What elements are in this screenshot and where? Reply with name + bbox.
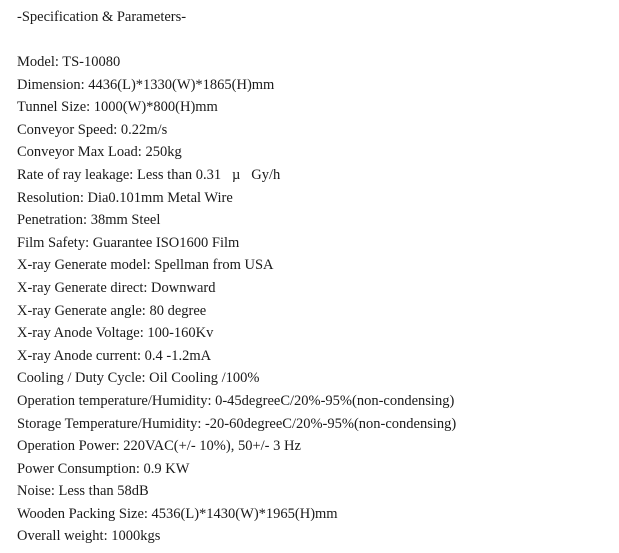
spec-power-consumption: Power Consumption: 0.9 KW bbox=[17, 460, 190, 477]
spec-conveyor-speed: Conveyor Speed: 0.22m/s bbox=[17, 121, 168, 138]
spec-model: Model: TS-10080 bbox=[17, 54, 121, 70]
spec-overall-weight: Overall weight: 1000kgs bbox=[17, 528, 161, 545]
spec-resolution: Resolution: Dia0.101mm Metal Wire bbox=[17, 189, 233, 206]
spec-xray-generate-angle: X-ray Generate angle: 80 degree bbox=[17, 302, 207, 319]
spec-xray-generate-model: X-ray Generate model: Spellman from USA bbox=[17, 257, 274, 274]
spec-penetration: Penetration: 38mm Steel bbox=[17, 212, 161, 229]
spec-xray-anode-voltage: X-ray Anode Voltage: 100-160Kv bbox=[17, 325, 214, 342]
spec-storage-temperature: Storage Temperature/Humidity: -20-60degreeC/20%-95%(non-condensing) bbox=[17, 415, 457, 432]
spec-film-safety: Film Safety: Guarantee ISO1600 Film bbox=[17, 234, 240, 251]
spec-cooling-duty-cycle: Cooling / Duty Cycle: Oil Cooling /100% bbox=[17, 370, 260, 387]
spec-list bbox=[17, 51, 456, 548]
spec-heading: -Specification & Parameters- bbox=[17, 9, 187, 25]
spec-operation-power: Operation Power: 220VAC(+/- 10%), 50+/- 3 Hz bbox=[17, 438, 301, 455]
spec-ray-leakage: Rate of ray leakage: Less than 0.31 µ Gy/h bbox=[17, 166, 281, 183]
spec-wooden-packing-size: Wooden Packing Size: 4536(L)*1430(W)*1965(H)mm bbox=[17, 505, 338, 522]
spec-xray-generate-direct: X-ray Generate direct: Downward bbox=[17, 279, 216, 296]
spec-conveyor-max-load: Conveyor Max Load: 250kg bbox=[17, 144, 182, 161]
spec-tunnel-size: Tunnel Size: 1000(W)*800(H)mm bbox=[17, 99, 218, 116]
spec-dimension: Dimension: 4436(L)*1330(W)*1865(H)mm bbox=[17, 76, 275, 93]
spec-noise: Noise: Less than 58dB bbox=[17, 483, 149, 500]
spec-operation-temperature: Operation temperature/Humidity: 0-45degreeC/20%-95%(non-condensing) bbox=[17, 392, 455, 409]
spec-xray-anode-current: X-ray Anode current: 0.4 -1.2mA bbox=[17, 347, 212, 364]
